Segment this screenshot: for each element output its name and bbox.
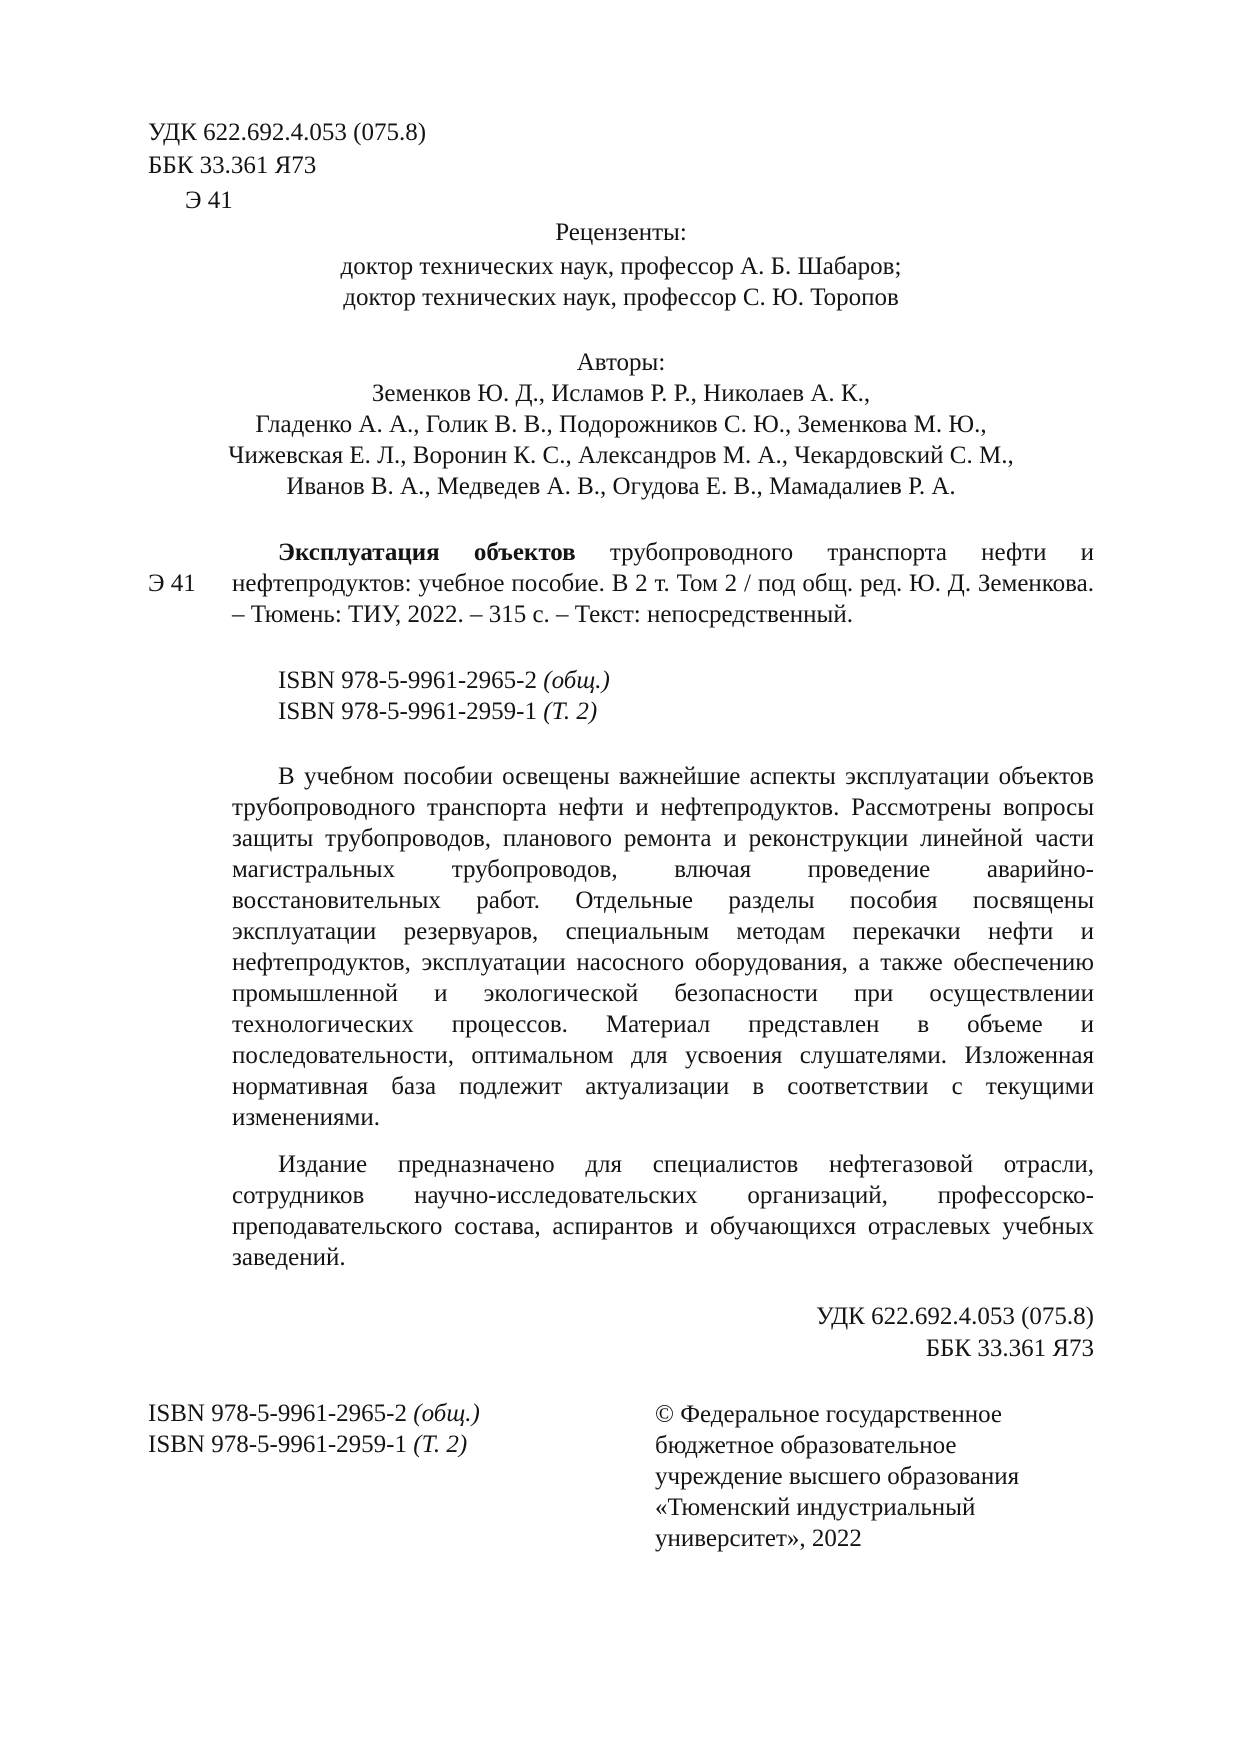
copyright-line: учреждение высшего образования <box>655 1463 1020 1490</box>
isbn-number: ISBN 978-5-9961-2965-2 <box>278 667 538 694</box>
abstract <box>232 761 1094 1133</box>
reviewer-item: доктор технических наук, профессор С. Ю. Торопов <box>343 284 899 311</box>
isbn-note: (Т. 2) <box>543 698 598 725</box>
bib-author-index: Э 41 <box>148 570 196 597</box>
abstract-paragraph: Издание предназначено для специалистов нефтегазовой отрасли, сотрудников научно-исследовательских организаций, профессорско-преподавательского состава, аспирантов и обучающихся отраслевых учебных заведений. <box>232 1151 1094 1271</box>
isbn-number: ISBN 978-5-9961-2965-2 <box>148 1400 408 1427</box>
bbk-code-bottom: ББК 33.361 Я73 <box>925 1335 1094 1362</box>
bbk-code: ББК 33.361 Я73 <box>148 152 317 179</box>
udk-code-bottom: УДК 622.692.4.053 (075.8) <box>815 1303 1094 1330</box>
authors-line: Чижевская Е. Л., Воронин К. С., Александров М. А., Чекардовский С. М., <box>228 442 1014 469</box>
audience-note <box>232 1149 1094 1273</box>
udk-code: УДК 622.692.4.053 (075.8) <box>148 119 427 146</box>
author-index: Э 41 <box>185 187 233 214</box>
abstract-paragraph: В учебном пособии освещены важнейшие аспекты эксплуатации объектов трубопроводного транспорта нефти и нефтепродуктов. Рассмотрены вопросы защиты трубопроводов, планового ремонта и реконструкции линейной части магистральных трубопроводов, влючая проведение аварийно-восстановительных работ. Отдельные разделы пособия посвящены эксплуатации резервуаров, специальным методам перекачки нефти и нефтепродуктов, эксплуатации насосного оборудования, а также обеспечению промышленной и экологической безопасности при осуществлении технологических процессов. Материал представлен в объеме и последовательности, оптимальном для усвоения слушателями. Изложенная нормативная база подлежит актуализации в соответствии с текущими изменениями. <box>232 763 1094 1131</box>
book-description: трубопроводного транспорта нефти и нефтепродуктов: учебное пособие. В 2 т. Том 2 / под общ. ред. Ю. Д. Земенкова. – Тюмень: ТИУ, 2022. – 315 с. – Текст: непосредственный. <box>232 539 1094 628</box>
copyright-line: © Федеральное государственное <box>655 1401 1002 1428</box>
authors-line: Земенков Ю. Д., Исламов Р. Р., Николаев А. К., <box>371 380 871 407</box>
isbn-note: (общ.) <box>543 667 610 694</box>
isbn-line <box>278 697 597 727</box>
reviewer-item: доктор технических наук, профессор А. Б. Шабаров; <box>340 253 902 280</box>
copyright-line: бюджетное образовательное <box>655 1432 957 1459</box>
authors-line: Гладенко А. А., Голик В. В., Подорожников С. Ю., Земенкова М. Ю., <box>255 411 987 438</box>
isbn-number: ISBN 978-5-9961-2959-1 <box>278 698 538 725</box>
book-title: Эксплуатация объектов <box>278 539 576 566</box>
authors-line: Иванов В. А., Медведев А. В., Огудова Е. В., Мамадалиев Р. А. <box>286 473 956 500</box>
isbn-line <box>278 666 610 696</box>
isbn-number: ISBN 978-5-9961-2959-1 <box>148 1431 408 1458</box>
copyright-notice <box>655 1399 1095 1554</box>
isbn-note: (Т. 2) <box>413 1431 468 1458</box>
authors-heading: Авторы: <box>576 349 666 376</box>
isbn-line-bottom <box>148 1399 480 1429</box>
copyright-line: «Тюменский индустриальный <box>655 1494 976 1521</box>
copyright-line: университет», 2022 <box>655 1525 862 1552</box>
reviewers-heading: Рецензенты: <box>555 219 687 246</box>
bibliographic-description <box>232 537 1094 630</box>
isbn-note: (общ.) <box>413 1400 480 1427</box>
isbn-line-bottom <box>148 1430 467 1460</box>
